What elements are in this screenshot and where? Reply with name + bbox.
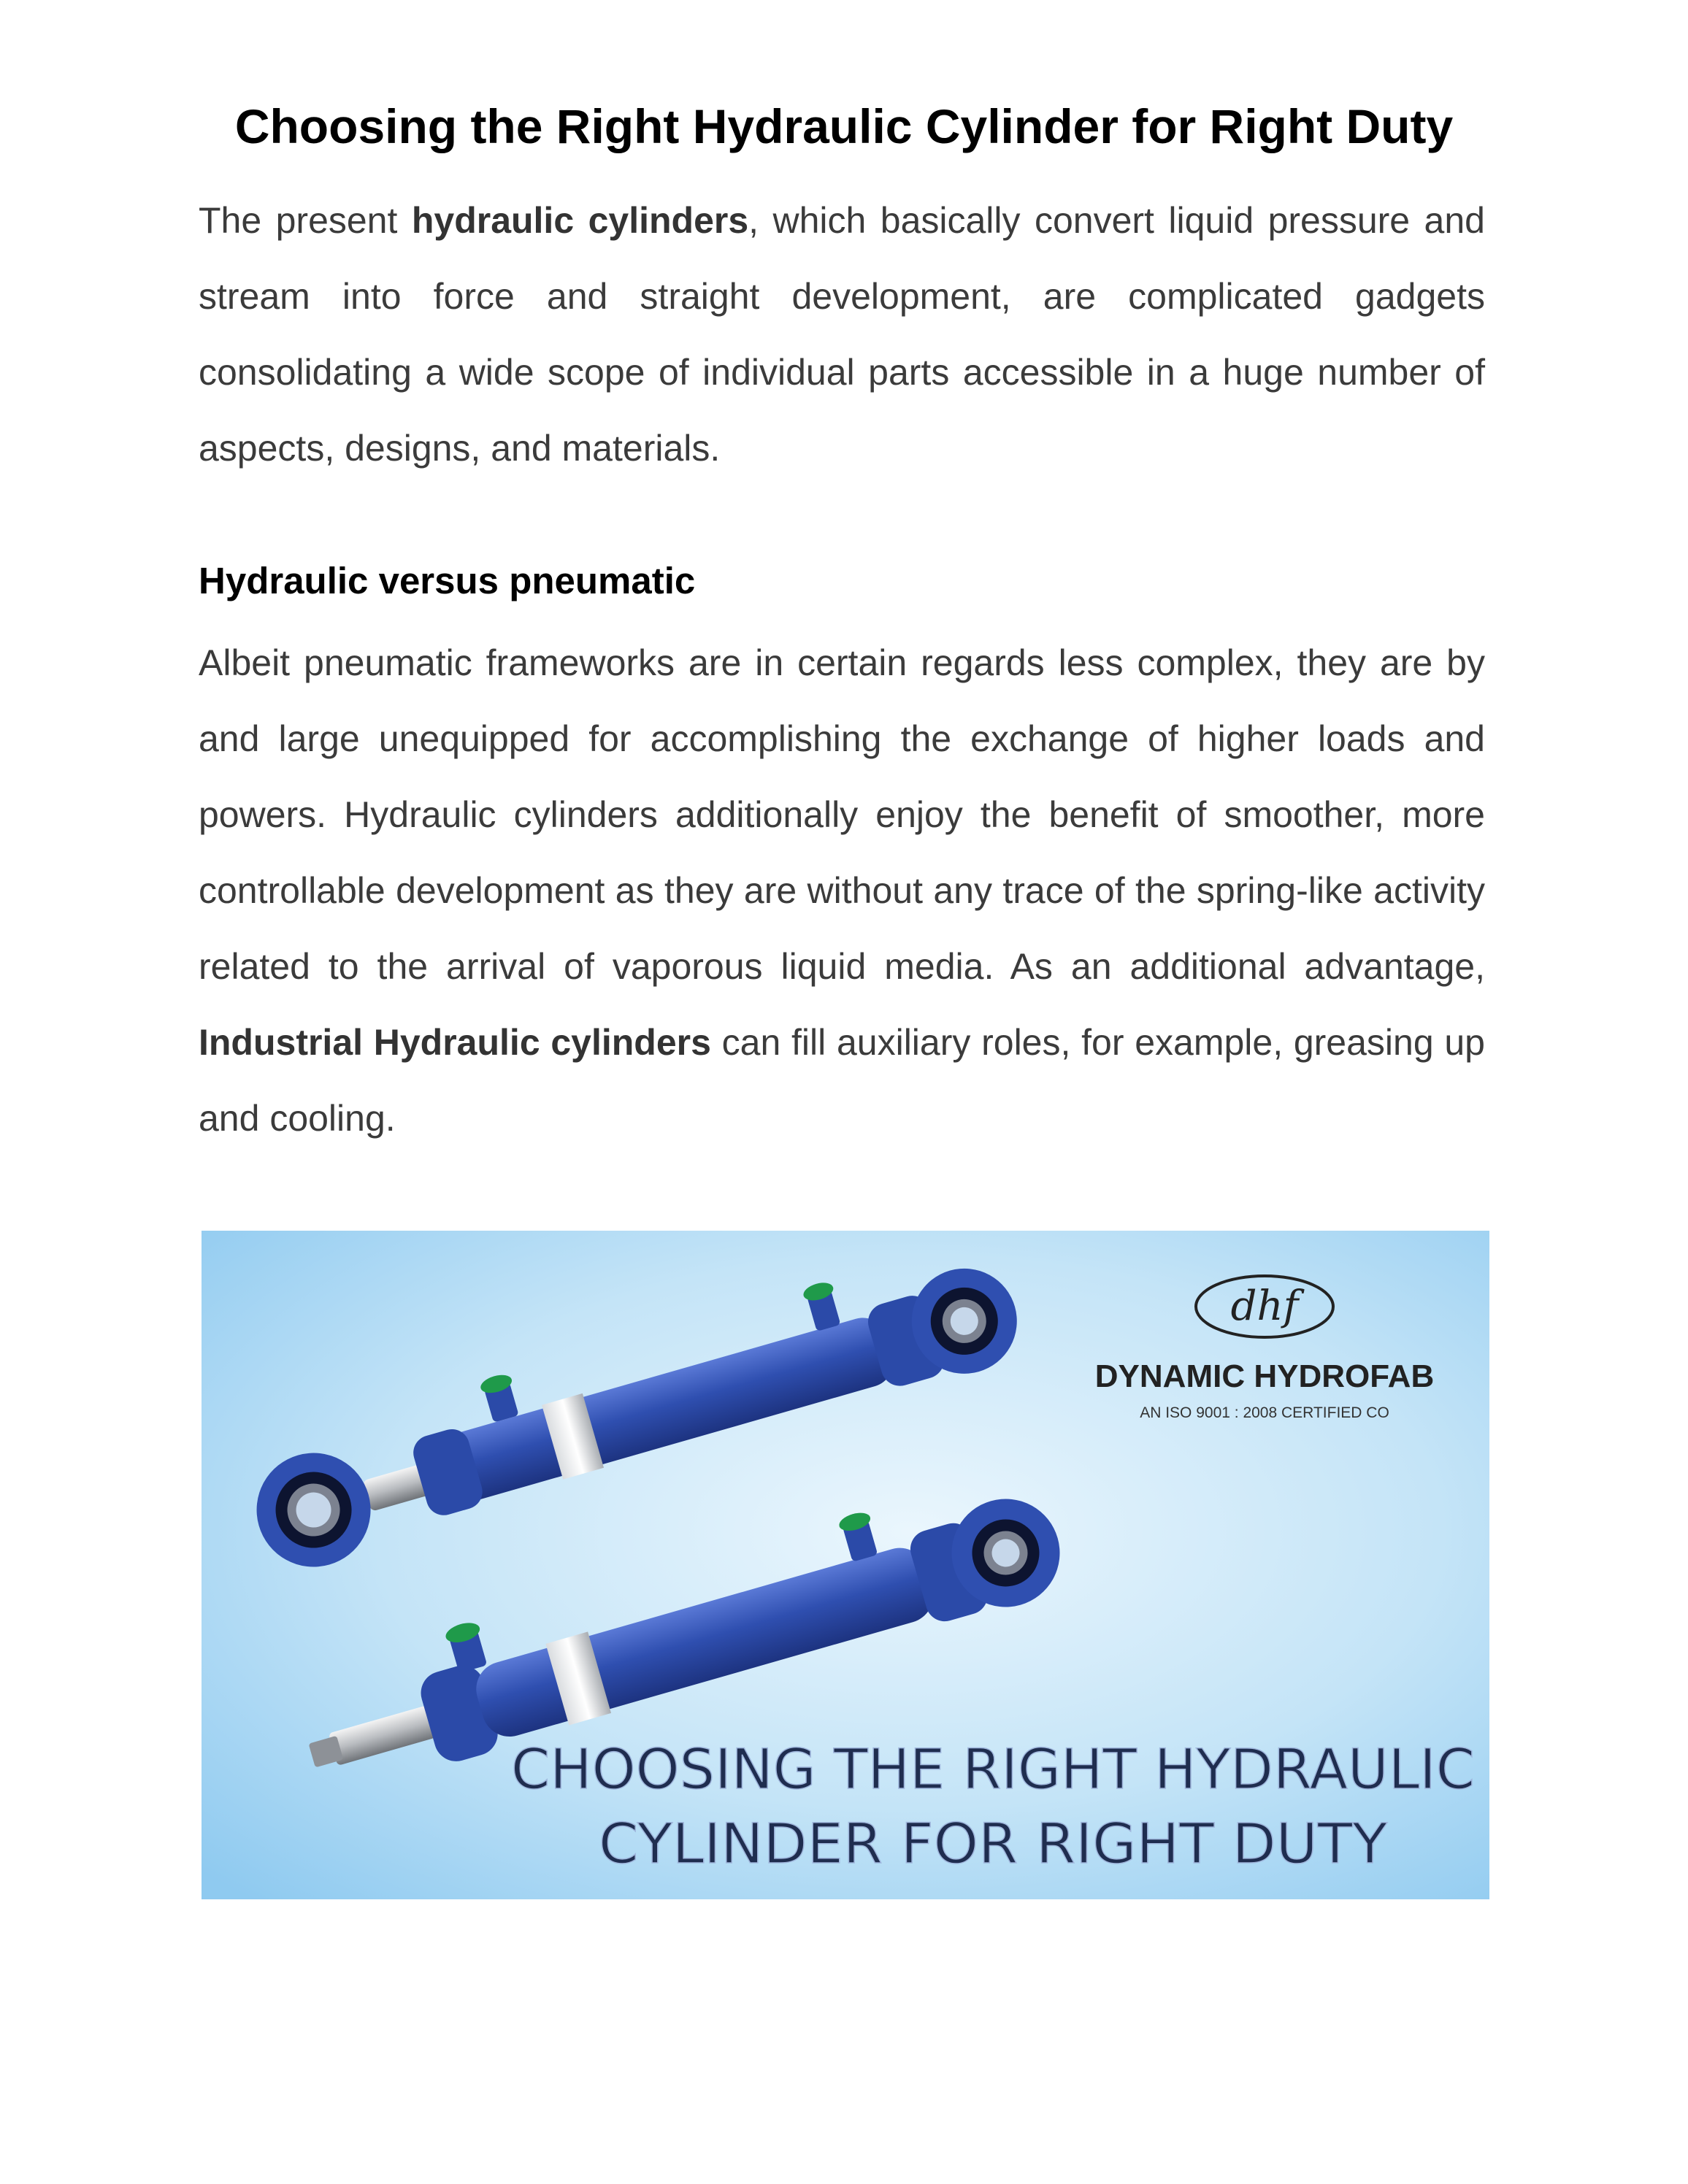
certification-text: AN ISO 9001 : 2008 CERTIFIED CO [1140, 1404, 1389, 1421]
banner-headline-line2: CYLINDER FOR RIGHT DUTY [599, 1811, 1388, 1876]
intro-bold-term: hydraulic cylinders [411, 200, 749, 241]
section-paragraph [199, 625, 1485, 1156]
page-title: Choosing the Right Hydraulic Cylinder for Right Duty [234, 99, 1454, 153]
intro-text-1: The present [199, 200, 412, 241]
section-text-1: Albeit pneumatic frameworks are in certain regards less complex, they are by and large unequipped for accomplishing the exchange of higher loads and powers. Hydraulic cylinders additionally enjoy the benefit of smoother, more controllable development as they are without any trace of the spring-like activity related to the arrival of vaporous liquid media. As an additional advantage, [199, 642, 1485, 987]
company-logo-mark: dhf [1230, 1283, 1299, 1330]
product-banner-image [202, 1231, 1489, 1899]
intro-text-2: , which basically convert liquid pressure and stream into force and straight development, are complicated gadgets consolidating a wide scope of individual parts accessible in a huge number of aspects, designs, and materials. [199, 200, 1485, 469]
banner-headline-line1: CHOOSING THE RIGHT HYDRAULIC [511, 1737, 1475, 1802]
section-bold-term: Industrial Hydraulic cylinders [199, 1022, 711, 1063]
section-text-2: can fill auxiliary roles, for example, greasing up and cooling. [199, 1022, 1485, 1139]
company-name: DYNAMIC HYDROFAB [1094, 1358, 1435, 1394]
section-heading: Hydraulic versus pneumatic [199, 560, 696, 601]
intro-paragraph [199, 182, 1485, 486]
